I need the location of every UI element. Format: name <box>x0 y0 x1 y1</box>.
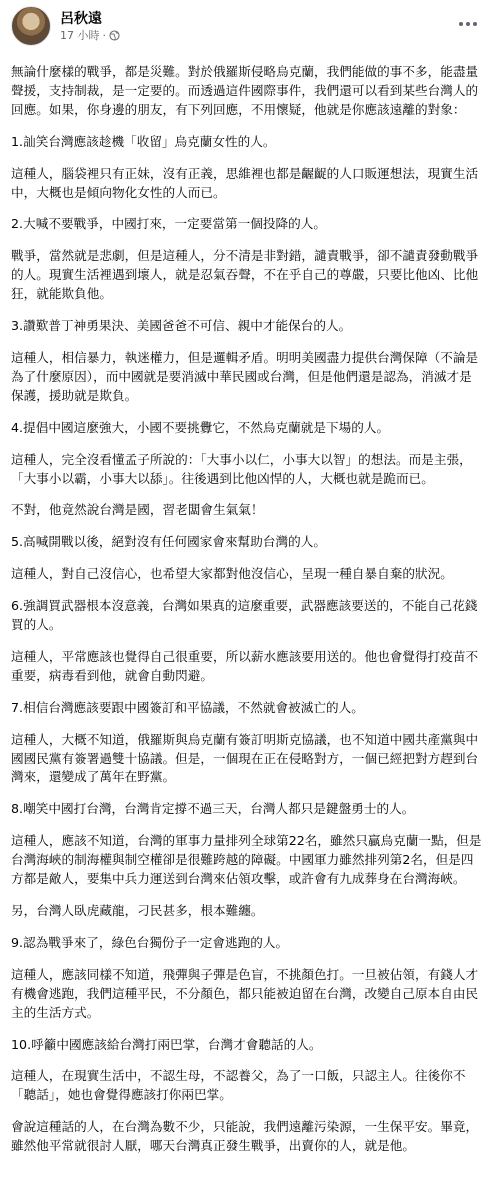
post-paragraph: 這種人，對自己沒信心，也希望大家都對他沒信心，呈現一種自暴自棄的狀況。 <box>11 566 453 582</box>
post-meta <box>60 10 120 43</box>
post-paragraph: 7.相信台灣應該要跟中國簽訂和平協議，不然就會被滅亡的人。 <box>11 699 364 715</box>
more-options-icon[interactable] <box>454 14 482 34</box>
globe-icon[interactable] <box>109 30 120 41</box>
post-paragraph: 這種人，相信暴力，執迷權力，但是邏輯矛盾。明明美國盡力提供台灣保障（不論是為了什麼原因），而中國就是要消滅中華民國或台灣，但是他們還是認為，消滅才是保護，援助就是欺負。 <box>11 349 479 403</box>
post-paragraph: 這種人，在現實生活中，不認生母，不認養父，為了一口飯，只認主人。往後你不「聽話」，她也會覺得應該打你兩巴掌。 <box>11 1068 466 1103</box>
post-paragraph: 這種人，完全沒看懂孟子所說的：「大事小以仁，小事大以智」的想法。而是主張，「大事小以霸，小事大以舔」。往後遇到比他凶悍的人，大概也就是跪而已。 <box>11 451 472 486</box>
post-paragraph: 3.讚歎普丁神勇果決、美國爸爸不可信、親中才能保台的人。 <box>11 318 352 334</box>
post-paragraph: 1.訕笑台灣應該趁機「收留」烏克蘭女性的人。 <box>11 133 276 149</box>
post-paragraph: 會說這種話的人，在台灣為數不少，只能說，我們遠離污染源，一生保平安。畢竟，雖然他平常就很討人厭，哪天台灣真正發生戰爭，出賣你的人，就是他。 <box>11 1119 479 1154</box>
post-paragraph: 不對，他竟然說台灣是國，習老闆會生氣氣！ <box>11 502 264 518</box>
post-paragraph: 無論什麼樣的戰爭，都是災難。對於俄羅斯侵略烏克蘭，我們能做的事不多，能盡量聲援，支持制裁，是一定要的。而透過這件國際事件，我們還可以看到某些台灣人的回應。如果，你身邊的朋友，有下列回應，不用懷疑，他就是你應該遠離的對象： <box>11 64 479 117</box>
post-paragraph: 這種人，大概不知道，俄羅斯與烏克蘭有簽訂明斯克協議，也不知道中國共產黨與中國國民黨有簽署過雙十協議。但是，一個現在正在侵略對方，一個已經把對方趕到台灣來，還變成了萬年在野黨。 <box>11 731 479 785</box>
post-paragraph: 10.呼籲中國應該給台灣打兩巴掌，台灣才會聽話的人。 <box>11 1036 322 1052</box>
post-header <box>11 0 484 50</box>
post-subline <box>60 28 120 43</box>
author-name[interactable]: 呂秋遠 <box>60 10 102 27</box>
post-body <box>11 50 484 1156</box>
post-timestamp[interactable]: 17 小時 <box>60 28 100 42</box>
post-paragraph: 另，台灣人臥虎藏龍，刁民甚多，根本難纏。 <box>11 903 264 918</box>
post-paragraph: 這種人，應該同樣不知道，飛彈與子彈是色盲，不挑顏色打。一旦被佔領，有錢人才有機會逃跑，我們這種平民，不分顏色，都只能被迫留在台灣，改變自己原本自由民主的生活方式。 <box>11 966 479 1020</box>
post-paragraph: 這種人，腦袋裡只有正妹，沒有正義，思維裡也都是齷齪的人口販運想法，現實生活中，大概也是傾向物化女性的人而已。 <box>11 165 479 200</box>
post-paragraph: 5.高喊開戰以後，絕對沒有任何國家會來幫助台灣的人。 <box>11 534 327 550</box>
post-paragraph: 8.嘲笑中國打台灣，台灣肯定撐不過三天，台灣人都只是鍵盤勇士的人。 <box>11 801 415 817</box>
post-paragraph: 戰爭，當然就是悲劇，但是這種人，分不清是非對錯，譴責戰爭，卻不譴責發動戰爭的人。現實生活裡遇到壞人，就是忍氣吞聲，不在乎自己的尊嚴，只要比他凶、比他狂，就能欺負他。 <box>11 248 479 302</box>
avatar[interactable] <box>11 6 51 46</box>
post-paragraph: 這種人，應該不知道，台灣的軍事力量排列全球第22名，雖然只贏烏克蘭一點，但是台灣海峽的制海權與制空權卻是很難跨越的障礙。中國軍力雖然排列第2名，但是四方都是敵人，要集中兵力運送到台灣來佔領攻擊，或許會有九成葬身在台灣海峽。 <box>11 833 482 887</box>
post-paragraph: 這種人，平常應該也覺得自己很重要，所以薪水應該要用送的。他也會覺得打疫苗不重要，病毒看到他，就會自動閃避。 <box>11 648 479 683</box>
post-paragraph: 4.提倡中國這麼強大，小國不要挑釁它，不然烏克蘭就是下場的人。 <box>11 419 390 435</box>
post-paragraph: 6.強調買武器根本沒意義，台灣如果真的這麼重要，武器應該要送的，不能自己花錢買的人。 <box>11 598 478 633</box>
separator-dot: · <box>102 28 106 42</box>
post-paragraph: 2.大喊不要戰爭，中國打來，一定要當第一個投降的人。 <box>11 216 327 232</box>
post-paragraph: 9.認為戰爭來了，綠色台獨份子一定會逃跑的人。 <box>11 934 289 950</box>
